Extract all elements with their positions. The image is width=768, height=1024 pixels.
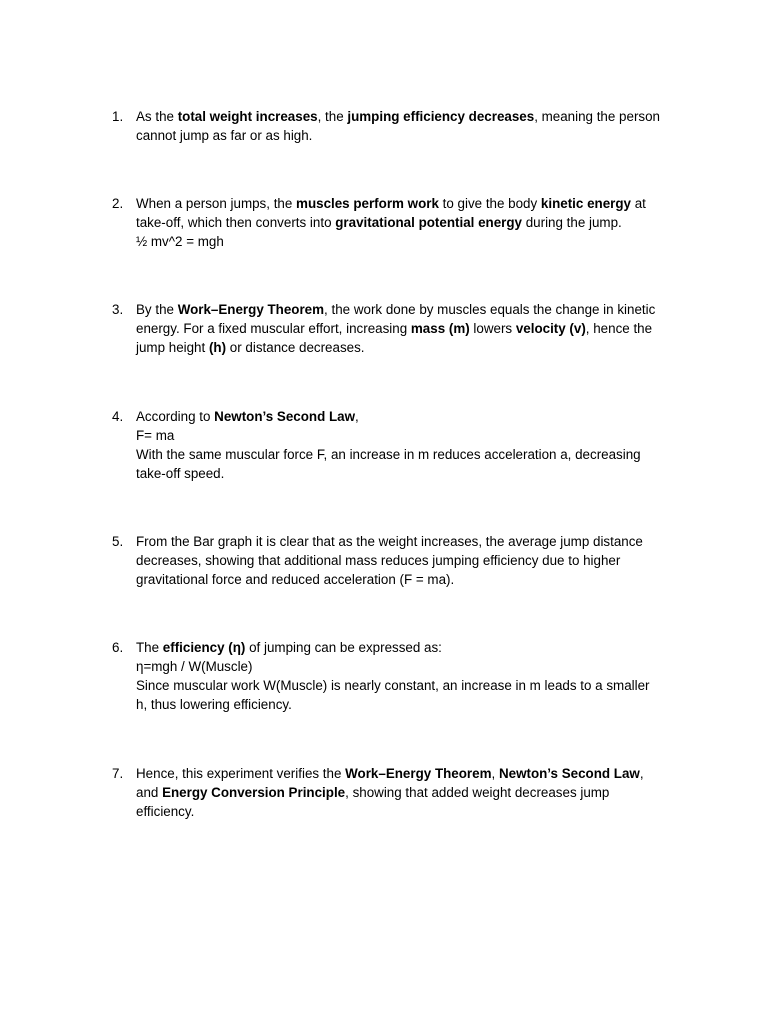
list-item-text: [136, 638, 696, 714]
text-line: [136, 638, 696, 657]
text-line: [136, 676, 696, 695]
bold-text: Work–Energy Theorem: [177, 302, 325, 317]
list-number: 2.: [112, 196, 124, 211]
text-line: [136, 783, 696, 802]
text-run: When a person jumps, the: [136, 196, 297, 211]
text-run: jump height: [136, 340, 209, 355]
list-number: 6.: [112, 640, 124, 655]
list-item-text: [136, 764, 696, 821]
text-run: , meaning the person: [534, 109, 660, 124]
text-run: to give the body: [438, 196, 541, 211]
text-run: ,: [491, 766, 499, 781]
bold-text: gravitational potential energy: [335, 215, 522, 230]
text-run: With the same muscular force F, an increase in m reduces acceleration a, decreasing: [136, 447, 641, 462]
list-number: 3.: [112, 302, 124, 317]
text-line: [136, 764, 696, 783]
text-run: of jumping can be expressed as:: [245, 640, 442, 655]
text-run: , hence the: [585, 321, 653, 336]
text-line: [136, 445, 696, 464]
text-line: [136, 213, 696, 232]
list-item-text: [136, 300, 696, 357]
text-line: [136, 300, 696, 319]
text-run: According to: [136, 409, 215, 424]
text-line: [136, 464, 696, 483]
text-line: [136, 802, 696, 821]
text-line: [136, 232, 696, 251]
bold-text: mass (m): [410, 321, 470, 336]
text-run: efficiency.: [136, 804, 195, 819]
text-run: ,: [355, 409, 359, 424]
text-run: The: [136, 640, 163, 655]
list-item-text: [136, 194, 696, 251]
bold-text: kinetic energy: [540, 196, 631, 211]
text-run: take-off, which then converts into: [136, 215, 336, 230]
text-line: [136, 695, 696, 714]
bold-text: jumping efficiency decreases: [347, 109, 535, 124]
bold-text: total weight increases: [177, 109, 318, 124]
bold-text: muscles perform work: [296, 196, 439, 211]
text-run: ½ mv^2 = mgh: [136, 234, 224, 249]
text-run: , the: [317, 109, 348, 124]
text-run: ,: [639, 766, 644, 781]
text-line: [136, 532, 696, 551]
text-line: [136, 551, 696, 570]
list-number: 7.: [112, 766, 124, 781]
text-line: [136, 126, 696, 145]
text-run: , the work done by muscles equals the change in kinetic: [324, 302, 656, 317]
text-run: η=mgh / W(Muscle): [136, 659, 253, 674]
text-run: cannot jump as far or as high.: [136, 128, 313, 143]
list-item-text: [136, 532, 696, 589]
text-line: [136, 338, 696, 357]
text-line: [136, 570, 696, 589]
bold-text: efficiency (η): [162, 640, 246, 655]
text-run: during the jump.: [522, 215, 622, 230]
text-run: gravitational force and reduced acceleration (F = ma).: [136, 572, 455, 587]
text-line: [136, 426, 696, 445]
bold-text: Newton’s Second Law: [214, 409, 356, 424]
text-run: or distance decreases.: [226, 340, 365, 355]
bold-text: velocity (v): [515, 321, 586, 336]
bold-text: (h): [208, 340, 227, 355]
text-run: energy. For a fixed muscular effort, increasing: [136, 321, 411, 336]
bold-text: Work–Energy Theorem: [345, 766, 492, 781]
list-item-text: [136, 407, 696, 483]
text-line: [136, 194, 696, 213]
bold-text: Energy Conversion Principle: [162, 785, 346, 800]
text-line: [136, 407, 696, 426]
text-run: lowers: [469, 321, 516, 336]
text-run: and: [136, 785, 163, 800]
text-line: [136, 319, 696, 338]
list-number: 1.: [112, 109, 124, 124]
text-run: h, thus lowering efficiency.: [136, 697, 292, 712]
list-number: 4.: [112, 409, 124, 424]
text-run: From the Bar graph it is clear that as the weight increases, the average jump distance: [136, 534, 643, 549]
text-run: take-off speed.: [136, 466, 225, 481]
text-run: F= ma: [136, 428, 175, 443]
text-line: [136, 107, 696, 126]
text-run: By the: [136, 302, 178, 317]
text-run: decreases, showing that additional mass reduces jumping efficiency due to higher: [136, 553, 621, 568]
bold-text: Newton’s Second Law: [498, 766, 640, 781]
text-run: at: [630, 196, 646, 211]
text-run: Hence, this experiment verifies the: [136, 766, 346, 781]
list-number: 5.: [112, 534, 124, 549]
text-line: [136, 657, 696, 676]
text-run: Since muscular work W(Muscle) is nearly constant, an increase in m leads to a smaller: [136, 678, 650, 693]
text-run: , showing that added weight decreases jump: [345, 785, 610, 800]
text-run: As the: [136, 109, 178, 124]
list-item-text: [136, 107, 696, 145]
